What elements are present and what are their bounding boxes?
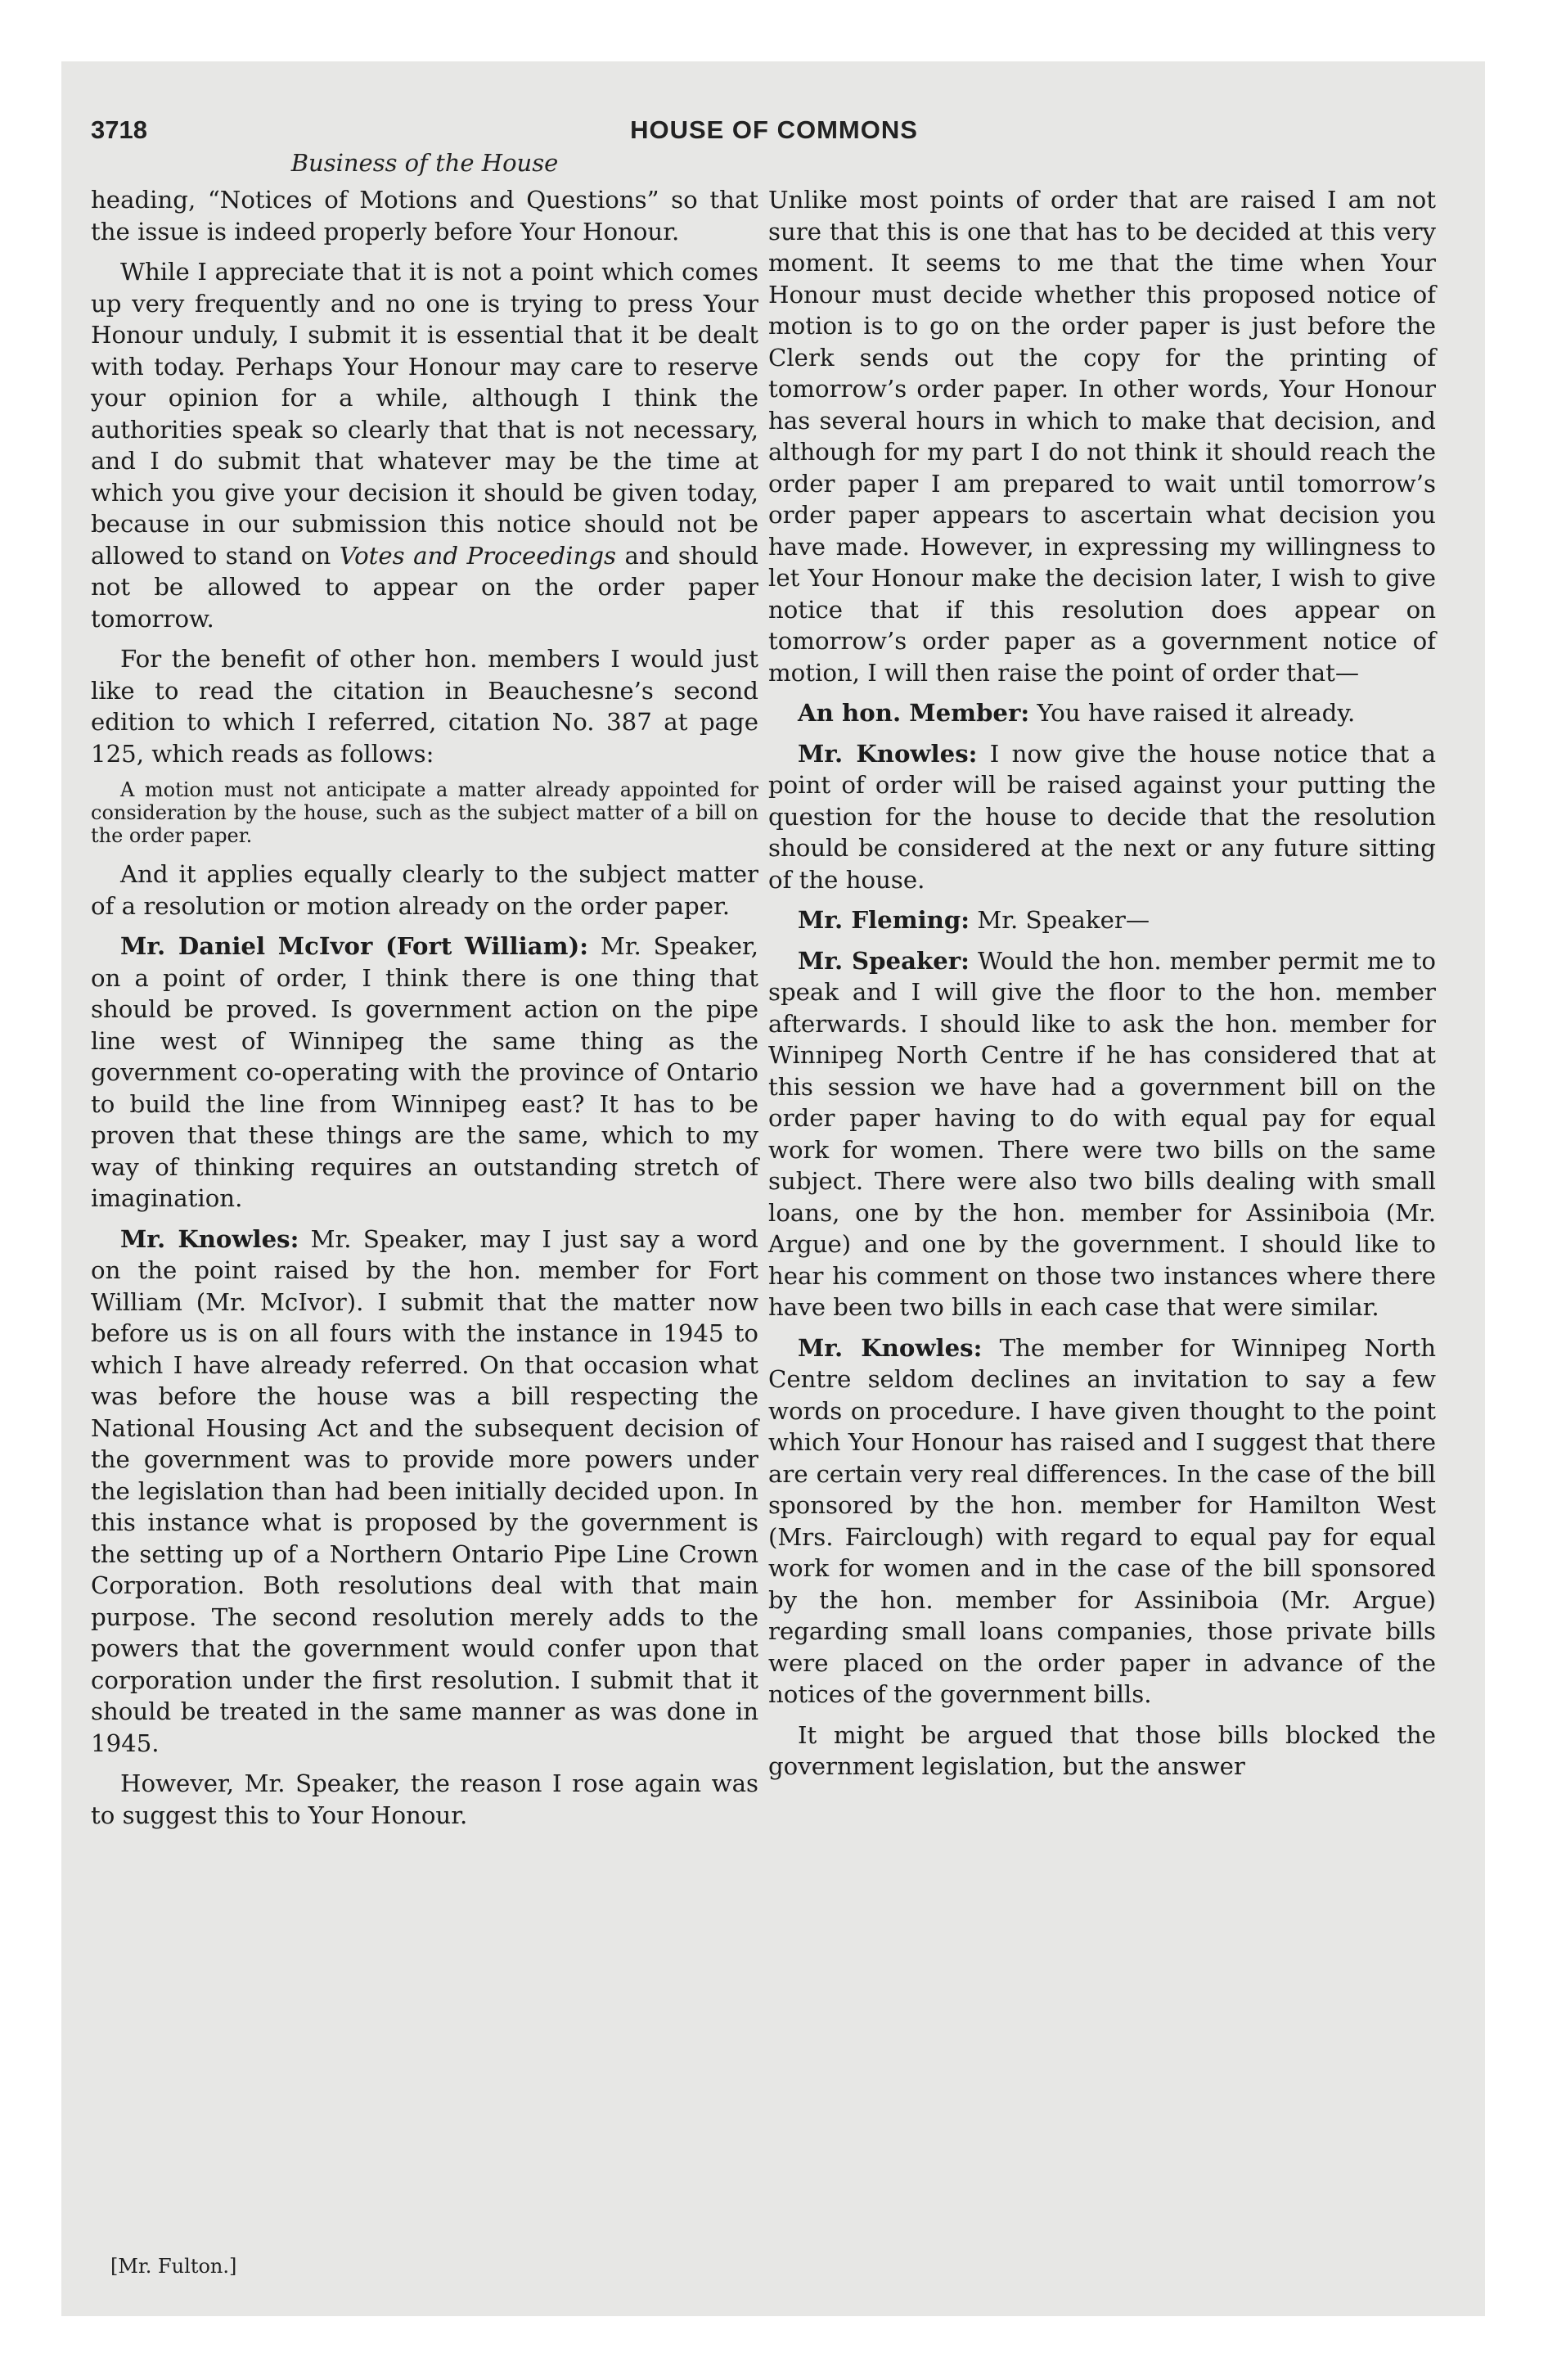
speech bbox=[768, 1332, 1436, 1711]
paragraph: However, Mr. Speaker, the reason I rose again was to suggest this to Your Honour. bbox=[91, 1769, 758, 1829]
speaker-name: Mr. Speaker: bbox=[798, 946, 970, 975]
speech bbox=[768, 738, 1436, 896]
page-scan bbox=[61, 61, 1485, 2316]
footer-attribution: [Mr. Fulton.] bbox=[110, 2255, 237, 2278]
speaker-name: Mr. Knowles: bbox=[798, 739, 978, 768]
speech-text: Mr. Speaker, may I just say a word on the point raised by the hon. member for Fort William (Mr. McIvor). I submit that the matter now before us is on all fours with the instance in 1945 to which I have already referred. On that occasion what was before the house was a bill respecting the National Housing Act and the subsequent decision of the government was to provide more powers under the legislation than had been initially decided upon. In this instance what is proposed by the government is the setting up of a Northern Ontario Pipe Line Crown Corporation. Both resolutions deal with that main purpose. The second resolution merely adds to the powers that the government would confer upon that corporation under the first resolution. I submit that it should be treated in the same manner as was done in 1945. bbox=[91, 1224, 758, 1757]
paragraph bbox=[91, 256, 758, 634]
speech bbox=[91, 931, 758, 1215]
speaker-name: Mr. Daniel McIvor (Fort William): bbox=[120, 932, 589, 960]
paragraph: heading, “Notices of Motions and Questions” so that the issue is indeed properly before Your Honour. bbox=[91, 186, 758, 246]
paragraph: And it applies equally clearly to the subject matter of a resolution or motion already on the order paper. bbox=[91, 860, 758, 920]
left-column bbox=[91, 184, 758, 1840]
speech-text: I now give the house notice that a point of order will be raised against your putting the question for the house to decide that the resolution should be considered at the next or any future sitting of the house. bbox=[768, 739, 1436, 894]
speech-text: The member for Winnipeg North Centre seldom declines an invitation to say a few words on procedure. I have given thought to the point which Your Honour has raised and I suggest that there are certain very real differences. In the case of the bill sponsored by the hon. member for Hamilton West (Mrs. Fairclough) with regard to equal pay for equal work for women and in the case of the bill sponsored by the hon. member for Assiniboia (Mr. Argue) regarding small loans companies, those private bills were placed on the order paper in advance of the notices of the government bills. bbox=[768, 1333, 1436, 1708]
right-column bbox=[768, 184, 1436, 1792]
page-number: 3718 bbox=[91, 115, 147, 144]
speaker-name: Mr. Knowles: bbox=[798, 1333, 983, 1362]
speech bbox=[91, 1224, 758, 1760]
paragraph: For the benefit of other hon. members I would just like to read the citation in Beauchesne’s second edition to which I referred, citation No. 387 at page 125, which reads as follows: bbox=[91, 645, 758, 768]
section-subhead: Business of the House bbox=[290, 149, 559, 177]
speaker-name: Mr. Fleming: bbox=[798, 906, 970, 934]
speech-text: Mr. Speaker, on a point of order, I think there is one thing that should be proved. Is government action on the pipe line west of Winnipeg the same thing as the government co-operating with the province of Ontario to build the line from Winnipeg east? It has to be proven that these things are the same, which to my way of thinking requires an outstanding stretch of imagination. bbox=[91, 932, 758, 1212]
speech-text: You have raised it already. bbox=[1029, 699, 1356, 727]
italic-title: Votes and Proceedings bbox=[339, 541, 617, 570]
paragraph: Unlike most points of order that are raised I am not sure that this is one that has to be decided at this very moment. It seems to me that the time when Your Honour must decide whether this proposed notice of motion is to go on the order paper is just before the Clerk sends out the copy for the printing of tomorrow’s order paper. In other words, Your Honour has several hours in which to make that decision, and although for my part I do not think it should reach the order paper I am prepared to wait until tomorrow’s order paper appears to ascertain what decision you have made. However, in expressing my willingness to let Your Honour make the decision later, I wish to give notice that if this resolution does appear on tomorrow’s order paper as a government notice of motion, I will then raise the point of order that— bbox=[768, 186, 1436, 687]
speech-text: Would the hon. member permit me to speak and I will give the floor to the hon. member afterwards. I should like to ask the hon. member for Winnipeg North Centre if he has considered that at this session we have had a government bill on the order paper having to do with equal pay for equal work for women. There were two bills on the same subject. There were also two bills dealing with small loans, one by the hon. member for Assiniboia (Mr. Argue) and one by the government. I should like to hear his comment on those two instances where there have been two bills in each case that were similar. bbox=[768, 946, 1436, 1321]
speaker-name: An hon. Member: bbox=[798, 699, 1030, 727]
speech-text: Mr. Speaker— bbox=[970, 906, 1150, 934]
paragraph-text: While I appreciate that it is not a point which comes up very frequently and no one is trying to press Your Honour unduly, I submit it is essential that it be dealt with today. Perhaps Your Honour may care to reserve your opinion for a while, although I think the authorities speak so clearly that that is not necessary, and I do submit that whatever may be the time at which you give your decision it should be given today, because in our submission this notice should not be allowed to stand on bbox=[91, 258, 758, 570]
running-title: HOUSE OF COMMONS bbox=[630, 115, 918, 144]
paragraph: It might be argued that those bills blocked the government legislation, but the answer bbox=[768, 1720, 1436, 1780]
speech bbox=[768, 904, 1436, 936]
paragraph-text: and should not be allowed to appear on the order paper tomorrow. bbox=[91, 541, 758, 633]
speech bbox=[768, 697, 1436, 729]
speech bbox=[768, 945, 1436, 1323]
page-header bbox=[91, 115, 1457, 150]
block-quote: A motion must not anticipate a matter already appointed for consideration by the house, such as the subject matter of a bill on the order paper. bbox=[91, 778, 758, 847]
speaker-name: Mr. Knowles: bbox=[120, 1224, 299, 1253]
